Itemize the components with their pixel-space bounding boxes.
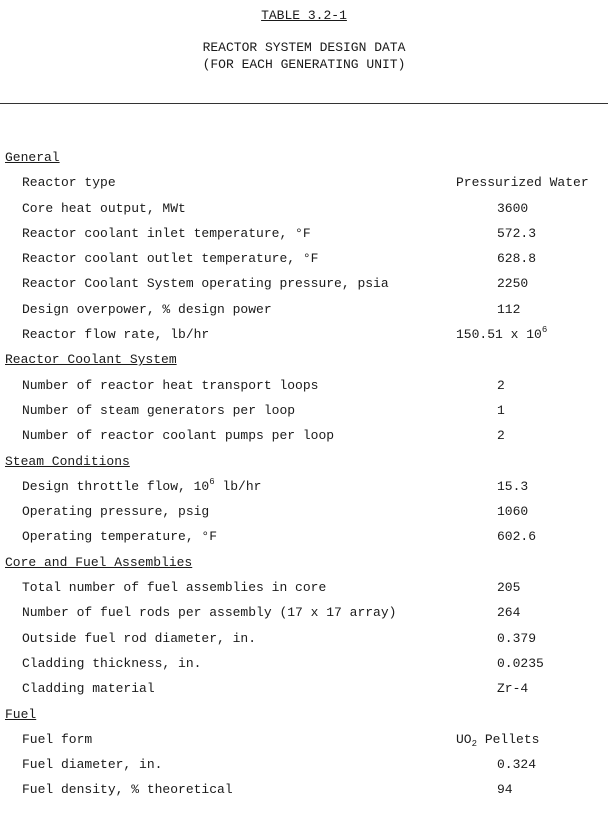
row-value: 1060 (497, 504, 529, 520)
table-row (0, 246, 608, 271)
table-row (0, 499, 608, 524)
row-value: 0.379 (497, 630, 537, 646)
value-mantissa: 150.51 x 10 (456, 327, 542, 343)
value-exponent: 6 (541, 325, 548, 336)
section-heading-steam: Steam Conditions (5, 453, 130, 469)
table-row (0, 752, 608, 777)
row-value: 94 (497, 782, 513, 798)
row-label: Cladding material (22, 681, 155, 697)
row-label: Reactor Coolant System operating pressure, psia (22, 276, 389, 292)
table-row (0, 676, 608, 701)
table-title-line1: REACTOR SYSTEM DESIGN DATA (202, 40, 406, 55)
row-label: Design throttle flow, $10^6$ lb/hr (22, 476, 262, 494)
table-row (0, 423, 608, 448)
section-heading-core: Core and Fuel Assemblies (5, 554, 193, 570)
row-label: Number of reactor coolant pumps per loop (22, 428, 335, 444)
table-row (0, 221, 608, 246)
table-row (0, 398, 608, 423)
row-label: Operating pressure, psig (22, 504, 210, 520)
row-label: Cladding thickness, in. (22, 655, 202, 671)
row-label: Core heat output, MWt (22, 200, 186, 216)
row-value: 0.324 (497, 757, 537, 773)
table-row (0, 600, 608, 625)
table-row (0, 474, 608, 499)
row-value: 2 (497, 428, 505, 444)
row-value: 15.3 (497, 478, 529, 494)
row-value (456, 322, 547, 347)
row-value: 112 (497, 301, 521, 317)
row-value: 3600 (497, 200, 529, 216)
row-value: $UO_2$ Pellets (456, 731, 540, 749)
row-value: Zr-4 (497, 681, 529, 697)
value-subscript: 2 (471, 738, 478, 749)
table-row (0, 777, 608, 802)
row-label: Reactor type (22, 175, 116, 191)
table-title-line2: (FOR EACH GENERATING UNIT) (202, 57, 406, 72)
row-label: Fuel diameter, in. (22, 757, 163, 773)
table-row (0, 170, 608, 195)
row-value: 572.3 (497, 225, 537, 241)
row-label: Reactor coolant inlet temperature, °F (22, 225, 311, 241)
row-label: Number of reactor heat transport loops (22, 377, 319, 393)
table-row (0, 322, 608, 347)
row-label: Fuel form (22, 731, 93, 747)
row-label: Reactor coolant outlet temperature, °F (22, 251, 319, 267)
row-value: 264 (497, 605, 521, 621)
section-heading-fuel: Fuel (5, 706, 37, 722)
table-number: TABLE 3.2-1 (261, 8, 347, 23)
table-row (0, 626, 608, 651)
section-heading-rcs: Reactor Coolant System (5, 352, 177, 368)
table-row (0, 575, 608, 600)
row-value: 1 (497, 402, 505, 418)
section-heading-general: General (5, 150, 60, 165)
row-label: Design overpower, % design power (22, 301, 272, 317)
table-row (0, 271, 608, 296)
row-label: Reactor flow rate, lb/hr (22, 327, 210, 343)
table-row (0, 196, 608, 221)
row-value: Pressurized Water (456, 175, 589, 191)
table-row (0, 651, 608, 676)
row-value: 205 (497, 580, 521, 596)
row-label: Number of steam generators per loop (22, 402, 296, 418)
table-row (0, 727, 608, 752)
row-label: Outside fuel rod diameter, in. (22, 630, 257, 646)
row-value: 602.6 (497, 529, 537, 545)
design-data-table (0, 145, 608, 803)
divider-rule (0, 103, 608, 104)
table-row (0, 297, 608, 322)
row-label: Total number of fuel assemblies in core (22, 580, 327, 596)
label-exponent: 6 (209, 476, 215, 487)
row-label: Fuel density, % theoretical (22, 782, 233, 798)
row-label: Operating temperature, °F (22, 529, 218, 545)
row-value: 0.0235 (497, 655, 544, 671)
table-row (0, 373, 608, 398)
row-value: 2250 (497, 276, 529, 292)
table-row (0, 524, 608, 549)
row-value: 2 (497, 377, 505, 393)
row-label: Number of fuel rods per assembly (17 x 17 array) (22, 605, 397, 621)
row-value: 628.8 (497, 251, 537, 267)
